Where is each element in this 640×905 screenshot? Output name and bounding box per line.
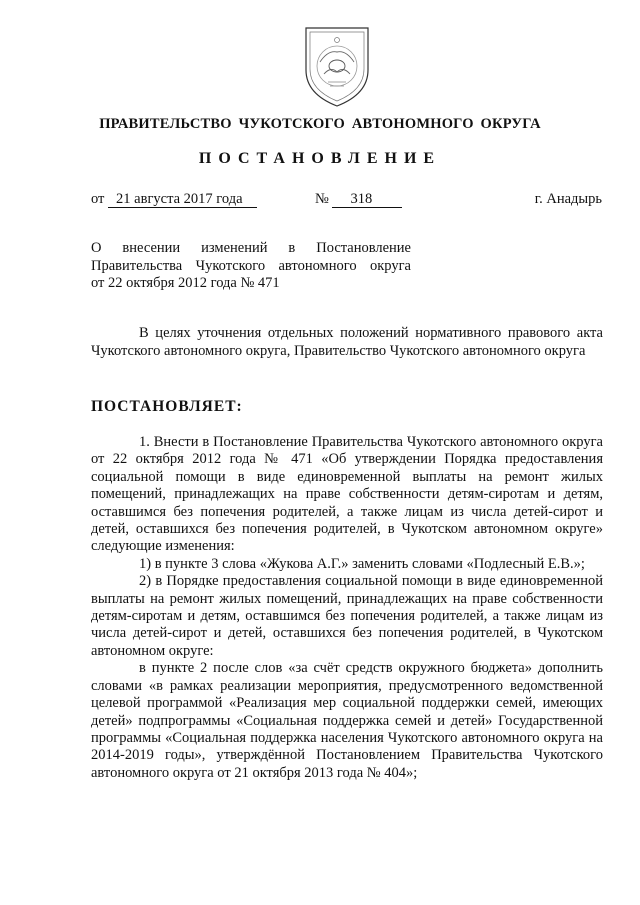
body-paragraph: 2) в Порядке предоставления социальной помощи в виде единовременной выплаты на ремонт жилых помещений, принадлежащих на праве собственности детям-сиротам и детям, оставшимся без попечения родителей, а также лицам из числа детей-сирот и детей, оставшихся без попечения родителей, в Чукотском автономном округе: (91, 573, 603, 659)
government-title: ПРАВИТЕЛЬСТВО ЧУКОТСКОГО АВТОНОМНОГО ОКРУГА (99, 116, 541, 132)
document-subject (91, 240, 411, 293)
body-paragraph: в пункте 2 после слов «за счёт средств окружного бюджета» дополнить словами «в рамках реализации мероприятия, предусмотренного ведомственной целевой программой «Реализация мер социальной поддержки семей, имеющих детей» подпрограммы «Социальная поддержка семей и детей» Государственной программы «Социальная поддержка населения Чукотского автономного округа на 2014-2019 годы», утверждённой Постановлением Правительства Чукотского автономного округа от 21 октября 2013 года № 404»; (91, 660, 603, 781)
body-paragraph: 1) в пункте 3 слова «Жукова А.Г.» заменить словами «Подлесный Е.В.»; (139, 555, 585, 572)
body-paragraph: 1. Внести в Постановление Правительства Чукотского автономного округа от 22 октября 2012 года № 471 «Об утверждении Порядка предоставления социальной помощи в виде единовременной выплаты на ремонт жилых помещений, принадлежащих на праве собственности детям-сиротам и детям, оставшимся без попечения родителей, а также лицам из числа детей-сирот и детей, оставшихся без попечения родителей, в Чукотском автономном округе» следующие изменения: (91, 434, 603, 555)
decree-heading: ПОСТАНОВЛЯЕТ: (91, 398, 243, 415)
document-body (91, 434, 603, 782)
document-date: 21 августа 2017 года (108, 192, 256, 208)
number-label: № (315, 191, 329, 207)
date-line (91, 191, 257, 208)
subject-line: Правительства Чукотского автономного округа (91, 257, 411, 274)
document-type-title: ПОСТАНОВЛЕНИЕ (198, 150, 442, 167)
number-line (315, 191, 402, 208)
from-label: от (91, 191, 105, 207)
document-city: г. Анадырь (534, 191, 602, 207)
subject-line: от 22 октября 2012 года № 471 (91, 275, 280, 291)
document-number: 318 (332, 192, 402, 208)
subject-line: О внесении изменений в Постановление (91, 240, 411, 256)
coat-of-arms-icon (298, 22, 376, 110)
preamble-paragraph: В целях уточнения отдельных положений нормативного правового акта Чукотского автономного округа, Правительство Чукотского автономного округа (91, 325, 603, 359)
